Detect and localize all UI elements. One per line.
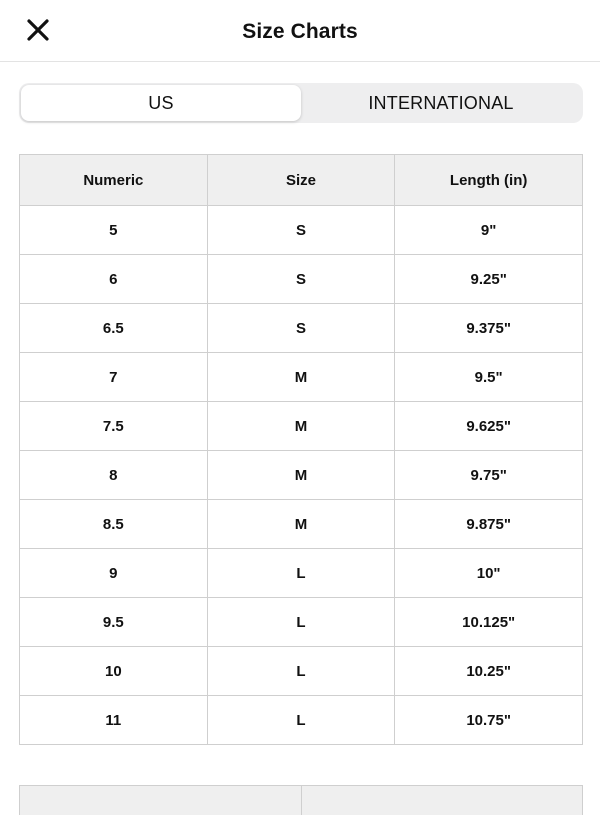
column-header-size: Size [207,155,395,206]
numeric-cell: 10 [20,647,208,696]
length-cell: 9.5" [395,353,583,402]
length-cell: 9.625" [395,402,583,451]
size-cell: S [207,255,395,304]
table-row [20,549,583,598]
column-header-numeric: Numeric [20,155,208,206]
column-header-length: Length (in) [395,155,583,206]
table-row [20,696,583,745]
next-table-header-cell [20,786,302,815]
table-row [20,304,583,353]
table-row [20,255,583,304]
length-cell: 10" [395,549,583,598]
table-row [20,353,583,402]
table-row [20,500,583,549]
numeric-cell: 9.5 [20,598,208,647]
size-cell: M [207,353,395,402]
numeric-cell: 11 [20,696,208,745]
header-bar [0,0,600,62]
numeric-cell: 8.5 [20,500,208,549]
tab-us[interactable]: US [21,85,301,121]
page-title: Size Charts [242,20,358,43]
length-cell: 10.75" [395,696,583,745]
length-cell: 9.25" [395,255,583,304]
size-cell: S [207,206,395,255]
table-row [20,647,583,696]
numeric-cell: 9 [20,549,208,598]
numeric-cell: 5 [20,206,208,255]
next-table-header-partial [19,785,583,815]
size-cell: L [207,696,395,745]
size-cell: S [207,304,395,353]
numeric-cell: 7 [20,353,208,402]
length-cell: 9.375" [395,304,583,353]
size-cell: L [207,549,395,598]
length-cell: 9.875" [395,500,583,549]
length-cell: 10.125" [395,598,583,647]
region-segmented-control [19,83,583,123]
length-cell: 10.25" [395,647,583,696]
size-cell: M [207,402,395,451]
size-cell: M [207,500,395,549]
length-cell: 9.75" [395,451,583,500]
size-cell: M [207,451,395,500]
numeric-cell: 6.5 [20,304,208,353]
size-chart-table [19,154,583,745]
tab-international[interactable]: INTERNATIONAL [368,92,514,113]
table-row [20,598,583,647]
numeric-cell: 8 [20,451,208,500]
table-row [20,451,583,500]
size-cell: L [207,598,395,647]
table-header-row [20,155,583,206]
size-cell: L [207,647,395,696]
size-chart-table-container [19,154,583,745]
table-row [20,206,583,255]
next-table-header-cell [302,786,583,815]
numeric-cell: 7.5 [20,402,208,451]
numeric-cell: 6 [20,255,208,304]
table-row [20,402,583,451]
length-cell: 9" [395,206,583,255]
